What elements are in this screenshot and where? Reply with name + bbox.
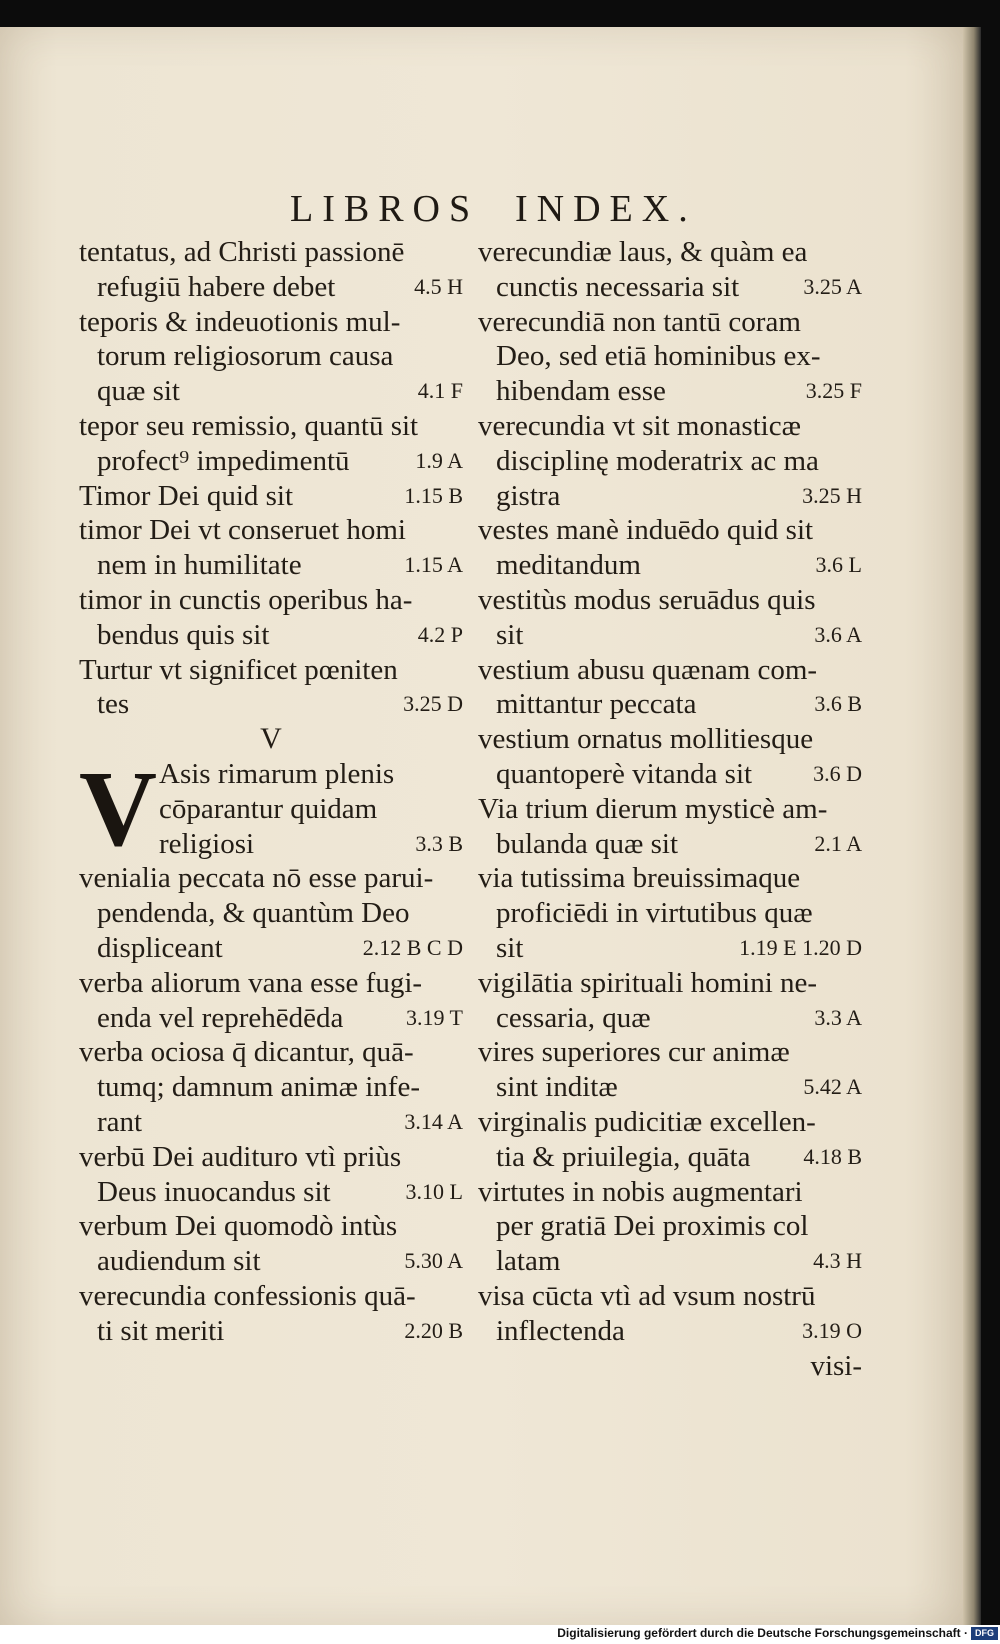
entry-line: sint inditæ — [496, 1071, 618, 1104]
entry-line: proficiēdi in virtutibus quæ — [496, 897, 813, 930]
index-entry — [79, 1209, 463, 1279]
entry-reference: 2.20 B — [404, 1317, 463, 1343]
drop-cap-initial: V — [79, 749, 157, 869]
entry-line: profect⁹ impedimentū — [97, 444, 350, 477]
entry-line: Timor Dei quid sit — [79, 479, 294, 512]
entry-line: religiosi — [159, 827, 255, 860]
entry-reference: 3.6 L — [815, 552, 862, 578]
entry-line: nem in humilitate — [97, 549, 302, 582]
entry-line: verba aliorum vana esse fugi- — [79, 966, 423, 999]
index-entry — [79, 653, 463, 723]
entry-line: refugiū habere debet — [97, 270, 336, 303]
entry-line: vestitùs modus seruādus quis — [478, 583, 816, 616]
entry-line: via tutissima breuissimaque — [478, 862, 801, 895]
entry-reference: 3.19 O — [802, 1317, 862, 1343]
entry-line: inflectenda — [496, 1314, 625, 1347]
entry-reference: 4.2 P — [417, 621, 463, 647]
entry-line: verecundia vt sit monasticæ — [478, 409, 801, 442]
entry-line: verecundiā non tantū coram — [478, 305, 801, 338]
entry-line: hibendam esse — [496, 375, 666, 408]
entry-line: gistra — [496, 479, 561, 512]
entry-line: vigilātia spirituali homini ne- — [478, 966, 818, 999]
entry-line: verecundia confessionis quā- — [79, 1279, 416, 1312]
entry-reference: 1.15 A — [404, 552, 463, 578]
entry-line: Deo, sed etiā hominibus ex- — [496, 340, 821, 373]
entry-line: verbum Dei quomodò intùs — [79, 1210, 398, 1243]
entry-line: displiceant — [97, 931, 223, 964]
entry-line: bulanda quæ sit — [496, 827, 679, 860]
entry-reference: 1.19 E 1.20 D — [739, 934, 862, 960]
entry-line: meditandum — [496, 549, 641, 582]
index-entry — [478, 583, 862, 653]
entry-reference: 5.42 A — [803, 1074, 862, 1100]
entry-reference: 3.6 D — [813, 760, 862, 786]
entries-group-v — [79, 861, 463, 1348]
index-entry — [79, 235, 463, 305]
entry-reference: 3.19 T — [405, 1004, 463, 1030]
entry-line: vestes manè induēdo quid sit — [478, 514, 814, 547]
index-entry — [79, 305, 463, 409]
entry-line: ti sit meriti — [97, 1314, 225, 1347]
entry-reference: 3.25 D — [403, 691, 463, 717]
entry-reference: 3.3 A — [814, 1004, 862, 1030]
entry-line: cōparantur quidam — [159, 792, 378, 825]
entry-line: audiendum sit — [97, 1245, 261, 1278]
footer-bar — [0, 1625, 1000, 1644]
index-entry — [79, 1035, 463, 1139]
entry-line: sit — [496, 931, 524, 964]
entry-line: per gratiā Dei proximis col — [496, 1210, 809, 1243]
entries-group-right — [478, 235, 862, 1349]
index-entry — [159, 757, 463, 861]
section-letter: V — [260, 722, 282, 756]
index-entry — [79, 966, 463, 1036]
entry-line: mittantur peccata — [496, 688, 697, 721]
entry-reference: 4.1 F — [417, 378, 463, 404]
index-entry — [79, 861, 463, 965]
index-entry-dropcap — [79, 749, 463, 869]
entry-line: virginalis pudicitiæ excellen- — [478, 1105, 816, 1138]
entry-line: tumq; damnum animæ infe- — [97, 1071, 420, 1104]
dfg-logo: DFG — [971, 1627, 998, 1640]
index-entry — [478, 722, 862, 792]
entry-reference: 3.6 B — [814, 691, 862, 717]
entry-line: Deus inuocandus sit — [97, 1175, 331, 1208]
entry-line: verbū Dei audituro vtì priùs — [79, 1140, 402, 1173]
index-entry — [478, 653, 862, 723]
entry-line: quantoperè vitanda sit — [496, 757, 753, 790]
index-entry — [79, 513, 463, 583]
entries-group-t — [79, 235, 463, 722]
index-entry — [478, 513, 862, 583]
entry-line: teporis & indeuotionis mul- — [79, 305, 401, 338]
entry-line: vestium ornatus mollitiesque — [478, 723, 814, 756]
index-entry — [478, 1279, 862, 1349]
entry-line: vires superiores cur animæ — [478, 1036, 790, 1069]
entry-line: latam — [496, 1245, 561, 1278]
index-entry — [478, 235, 862, 305]
entry-line: cunctis necessaria sit — [496, 270, 740, 303]
catchword: visi- — [810, 1349, 862, 1382]
entry-line: visa cūcta vtì ad vsum nostrū — [478, 1279, 816, 1312]
index-entry — [478, 1035, 862, 1105]
entry-line: enda vel reprehēdēda — [97, 1001, 344, 1034]
index-entry — [79, 583, 463, 653]
funding-credit: Digitalisierung gefördert durch die Deutsche Forschungsgemeinschaft · — [557, 1626, 968, 1640]
entry-line: bendus quis sit — [97, 618, 270, 651]
entry-line: quæ sit — [97, 375, 180, 408]
entry-line: Turtur vt significet pœniten — [79, 653, 398, 686]
index-entry — [79, 479, 463, 514]
entry-reference: 4.3 H — [813, 1248, 862, 1274]
entry-line: vestium abusu quænam com- — [478, 653, 818, 686]
entry-reference: 4.5 H — [414, 273, 463, 299]
entry-reference: 1.15 B — [404, 482, 463, 508]
entry-line: cessaria, quæ — [496, 1001, 651, 1034]
entry-reference: 3.25 H — [802, 482, 862, 508]
entry-line: tentatus, ad Christi passionē — [79, 236, 405, 268]
index-entry — [478, 861, 862, 965]
entry-reference: 3.3 B — [415, 830, 463, 856]
index-entry — [478, 1105, 862, 1175]
entry-reference: 3.14 A — [404, 1108, 463, 1134]
entry-line: sit — [496, 618, 524, 651]
index-entry — [79, 409, 463, 479]
entry-reference: 1.9 A — [415, 447, 463, 473]
entry-line: verba ociosa q̄ dicantur, quā- — [79, 1036, 414, 1069]
entry-line: venialia peccata nō esse parui- — [79, 862, 434, 895]
entry-line: tepor seu remissio, quantū sit — [79, 409, 419, 442]
entry-line: timor in cunctis operibus ha- — [79, 583, 413, 616]
entry-reference: 4.18 B — [803, 1143, 862, 1169]
book-page — [0, 27, 963, 1625]
entry-line: Asis rimarum plenis — [159, 757, 395, 790]
entry-line: tes — [97, 688, 130, 721]
index-column-right — [478, 235, 862, 1383]
entry-line: rant — [97, 1105, 143, 1138]
entry-line: Via trium dierum mysticè am- — [478, 792, 828, 825]
entry-reference: 3.25 F — [805, 378, 862, 404]
index-entry — [478, 1175, 862, 1279]
index-entry — [79, 1140, 463, 1210]
entry-line: disciplinę moderatrix ac ma — [496, 444, 819, 477]
entry-reference: 3.6 A — [814, 621, 862, 647]
index-entry — [79, 1279, 463, 1349]
entry-line: timor Dei vt conseruet homi — [79, 514, 406, 547]
entry-reference: 5.30 A — [404, 1248, 463, 1274]
index-entry — [478, 966, 862, 1036]
header-left: LIBROS — [290, 188, 480, 230]
entry-reference: 2.1 A — [814, 830, 862, 856]
entry-line: tia & priuilegia, quāta — [496, 1140, 751, 1173]
entry-reference: 2.12 B C D — [362, 934, 463, 960]
entry-reference: 3.10 L — [405, 1178, 463, 1204]
index-entry — [478, 305, 862, 409]
header-right: INDEX. — [515, 188, 697, 230]
entry-line: torum religiosorum causa — [97, 340, 394, 373]
index-column-left — [79, 235, 463, 1349]
entry-line: pendenda, & quantùm Deo — [97, 897, 410, 930]
entry-reference: 3.25 A — [803, 273, 862, 299]
entry-line: virtutes in nobis augmentari — [478, 1175, 803, 1208]
page-edge — [963, 27, 981, 1625]
index-entry — [478, 409, 862, 513]
entry-line: verecundiæ laus, & quàm ea — [478, 236, 808, 268]
index-entry — [478, 792, 862, 862]
